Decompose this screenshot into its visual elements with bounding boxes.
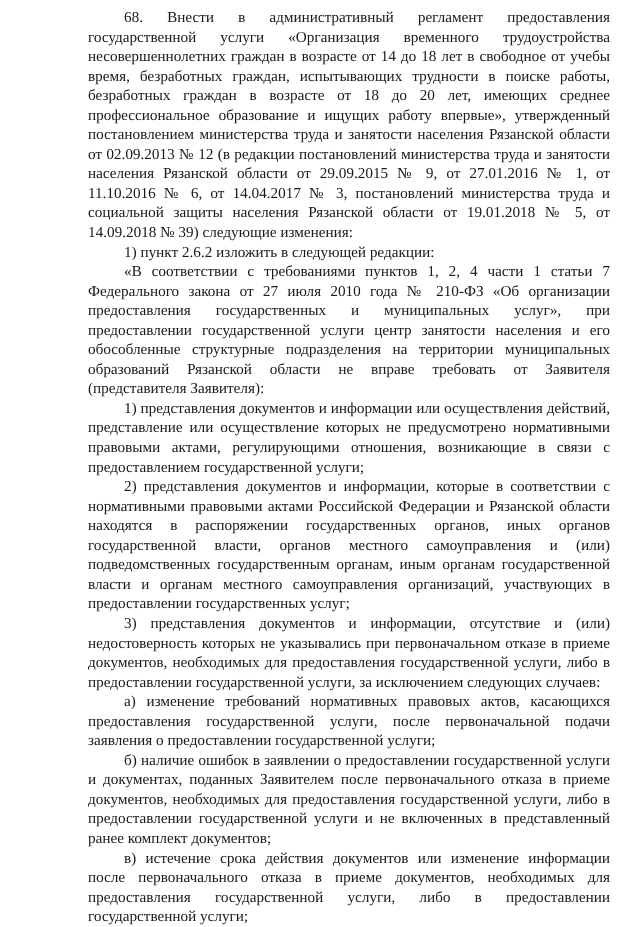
amendment-paragraph-68: 68. Внести в административный регламент предоставления государственной услуги «Организация временного трудоустройства несовершеннолетних граждан в возрасте от 14 до 18 лет в свободное от учебы время, безработных граждан, испытывающих трудности в поиске работы, безработных граждан в возрасте от 18 до 20 лет, имеющих среднее профессиональное образование и ищущих работу впервые», утвержденный постановлением министерства труда и занятости населения Рязанской области от 02.09.2013 № 12 (в редакции постановлений министерства труда и занятости населения Рязанской области от 29.09.2015 № 9, от 27.01.2016 № 1, от 11.10.2016 № 6, от 14.04.2017 № 3, постановлений министерства труда и социальной защиты населения Рязанской области от 19.01.2018 № 5, от 14.09.2018 № 39) следующие изменения: <box>88 9 610 242</box>
list-item-3: 3) представления документов и информации, отсутствие и (или) недостоверность которых не указывались при первоначальном отказе в приеме документов, необходимых для предоставления государственной услуги, либо в предоставлении государственной услуги, за исключением следующих случаев: <box>88 614 610 691</box>
quoted-provision: «В соответствии с требованиями пунктов 1, 2, 4 части 1 статьи 7 Федерального закона от 27 июля 2010 года № 210-ФЗ «Об организации предоставления государственных и муниципальных услуг», при предоставлении государственной услуги центр занятости населения и его обособленные структурные подразделения на территории муниципальных образований Рязанской области не вправе требовать от Заявителя (представителя Заявителя): <box>88 263 610 398</box>
list-item-2: 2) представления документов и информации, которые в соответствии с нормативными правовыми актами Российской Федерации и Рязанской области находятся в распоряжении государственных органов, иных органов государственной власти, органов местного самоуправления и (или) подведомственных государственным органам, иным органам государственной власти и органам местного самоуправления организаций, участвующих в предоставлении государственных услуг; <box>88 478 610 613</box>
document-body <box>88 8 610 927</box>
subitem-point-1: 1) пункт 2.6.2 изложить в следующей редакции: <box>124 243 435 261</box>
list-item-1: 1) представления документов и информации или осуществления действий, представление или осуществление которых не предусмотрено нормативными правовыми актами, регулирующими отношения, возникающие в связи с предоставлением государственной услуги; <box>88 399 610 476</box>
list-item-v: в) истечение срока действия документов или изменение информации после первоначального отказа в приеме документов, необходимых для предоставления государственной услуги, либо в предоставлении государственной услуги; <box>88 849 610 926</box>
list-item-a: а) изменение требований нормативных правовых актов, касающихся предоставления государственной услуги, после первоначальной подачи заявления о предоставлении государственной услуги; <box>88 693 610 750</box>
list-item-b: б) наличие ошибок в заявлении о предоставлении государственной услуги и документах, поданных Заявителем после первоначального отказа в приеме документов, необходимых для предоставления государственной услуги, либо в предоставлении государственной услуги и не включенных в представленный ранее комплект документов; <box>88 751 610 847</box>
